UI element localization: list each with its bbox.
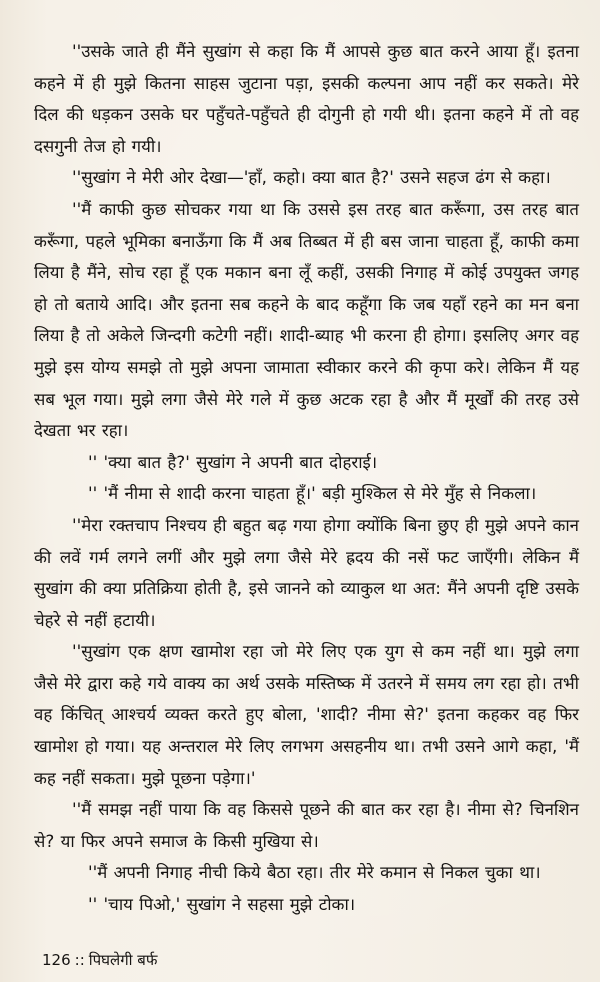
footer-separator: ::	[74, 951, 85, 969]
paragraph: ''मैं काफी कुछ सोचकर गया था कि उससे इस तरह बात करूँगा, उस तरह बात करूँगा, पहले भूमिका बनाऊँगा कि मैं अब तिब्बत में ही बस जाना चाहता हूँ, काफी कमा लिया है मैंने, सोच रहा हूँ एक मकान बना लूँ कहीं, उसकी निगाह में कोई उपयुक्त जगह हो तो बताये आदि। और इतना सब कहने के बाद कहूँगा कि जब यहाँ रहने का मन बना लिया है तो अकेले जिन्दगी कटेगी नहीं। शादी-ब्याह भी करना ही होगा। इसलिए अगर वह मुझे इस योग्य समझे तो मुझे अपना जामाता स्वीकार करने की कृपा करे। लेकिन मैं यह सब भूल गया। मुझे लगा जैसे मेरे गले में कुछ अटक रहा है और मैं मूर्खों की तरह उसे देखता भर रहा।	[34, 198, 579, 441]
paragraph: ''मैं अपनी निगाह नीची किये बैठा रहा। तीर मेरे कमान से निकल चुका था।	[88, 862, 541, 883]
paragraph: '' 'मैं नीमा से शादी करना चाहता हूँ।' बड़ी मुश्किल से मेरे मुँह से निकला।	[88, 483, 537, 504]
paragraph: '' 'चाय पिओ,' सुखांग ने सहसा मुझे टोका।	[88, 894, 356, 915]
paragraph: ''मैं समझ नहीं पाया कि वह किससे पूछने की बात कर रहा है। नीमा से? चिनशिन से? या फिर अपने समाज के किसी मुखिया से।	[34, 799, 579, 851]
paragraph: ''मेरा रक्तचाप निश्चय ही बहुत बढ़ गया होगा क्योंकि बिना छुए ही मुझे अपने कान की लवें गर्म लगने लगीं और मुझे लगा जैसे मेरे ह्रदय की नसें फट जाएँगी। लेकिन मैं सुखांग की क्या प्रतिक्रिया होती है, इसे जानने को व्याकुल था अत: मैंने अपनी दृष्टि उसके चेहरे से नहीं हटायी।	[34, 514, 579, 630]
page-number: 126	[42, 951, 71, 969]
paragraph: ''उसके जाते ही मैंने सुखांग से कहा कि मैं आपसे कुछ बात करने आया हूँ। इतना कहने में ही मुझे कितना साहस जुटाना पड़ा, इसकी कल्पना आप नहीं कर सकते। मेरे दिल की धड़कन उसके घर पहुँचते-पहुँचते ही दोगुनी हो गयी थी। इतना कहने में तो वह दसगुनी तेज हो गयी।	[34, 41, 579, 156]
page-footer	[42, 950, 157, 970]
paragraph: '' 'क्या बात है?' सुखांग ने अपनी बात दोहराई।	[88, 451, 378, 472]
paragraph: ''सुखांग एक क्षण खामोश रहा जो मेरे लिए एक युग से कम नहीं था। मुझे लगा जैसे मेरे द्वारा कहे गये वाक्य का अर्थ उसके मस्तिष्क में उतरने में समय लग रहा हो। तभी वह किंचित् आश्चर्य व्यक्त करते हुए बोला, 'शादी? नीमा से?' इतना कहकर वह फिर खामोश हो गया। यह अन्तराल मेरे लिए लगभग असहनीय था। तभी उसने आगे कहा, 'मैं कह नहीं सकता। मुझे पूछना पड़ेगा।'	[34, 641, 579, 788]
book-title: पिघलेगी बर्फ	[88, 951, 158, 969]
paragraph: ''सुखांग ने मेरी ओर देखा—'हाँ, कहो। क्या बात है?' उसने सहज ढंग से कहा।	[72, 167, 551, 188]
body-text	[34, 36, 579, 921]
